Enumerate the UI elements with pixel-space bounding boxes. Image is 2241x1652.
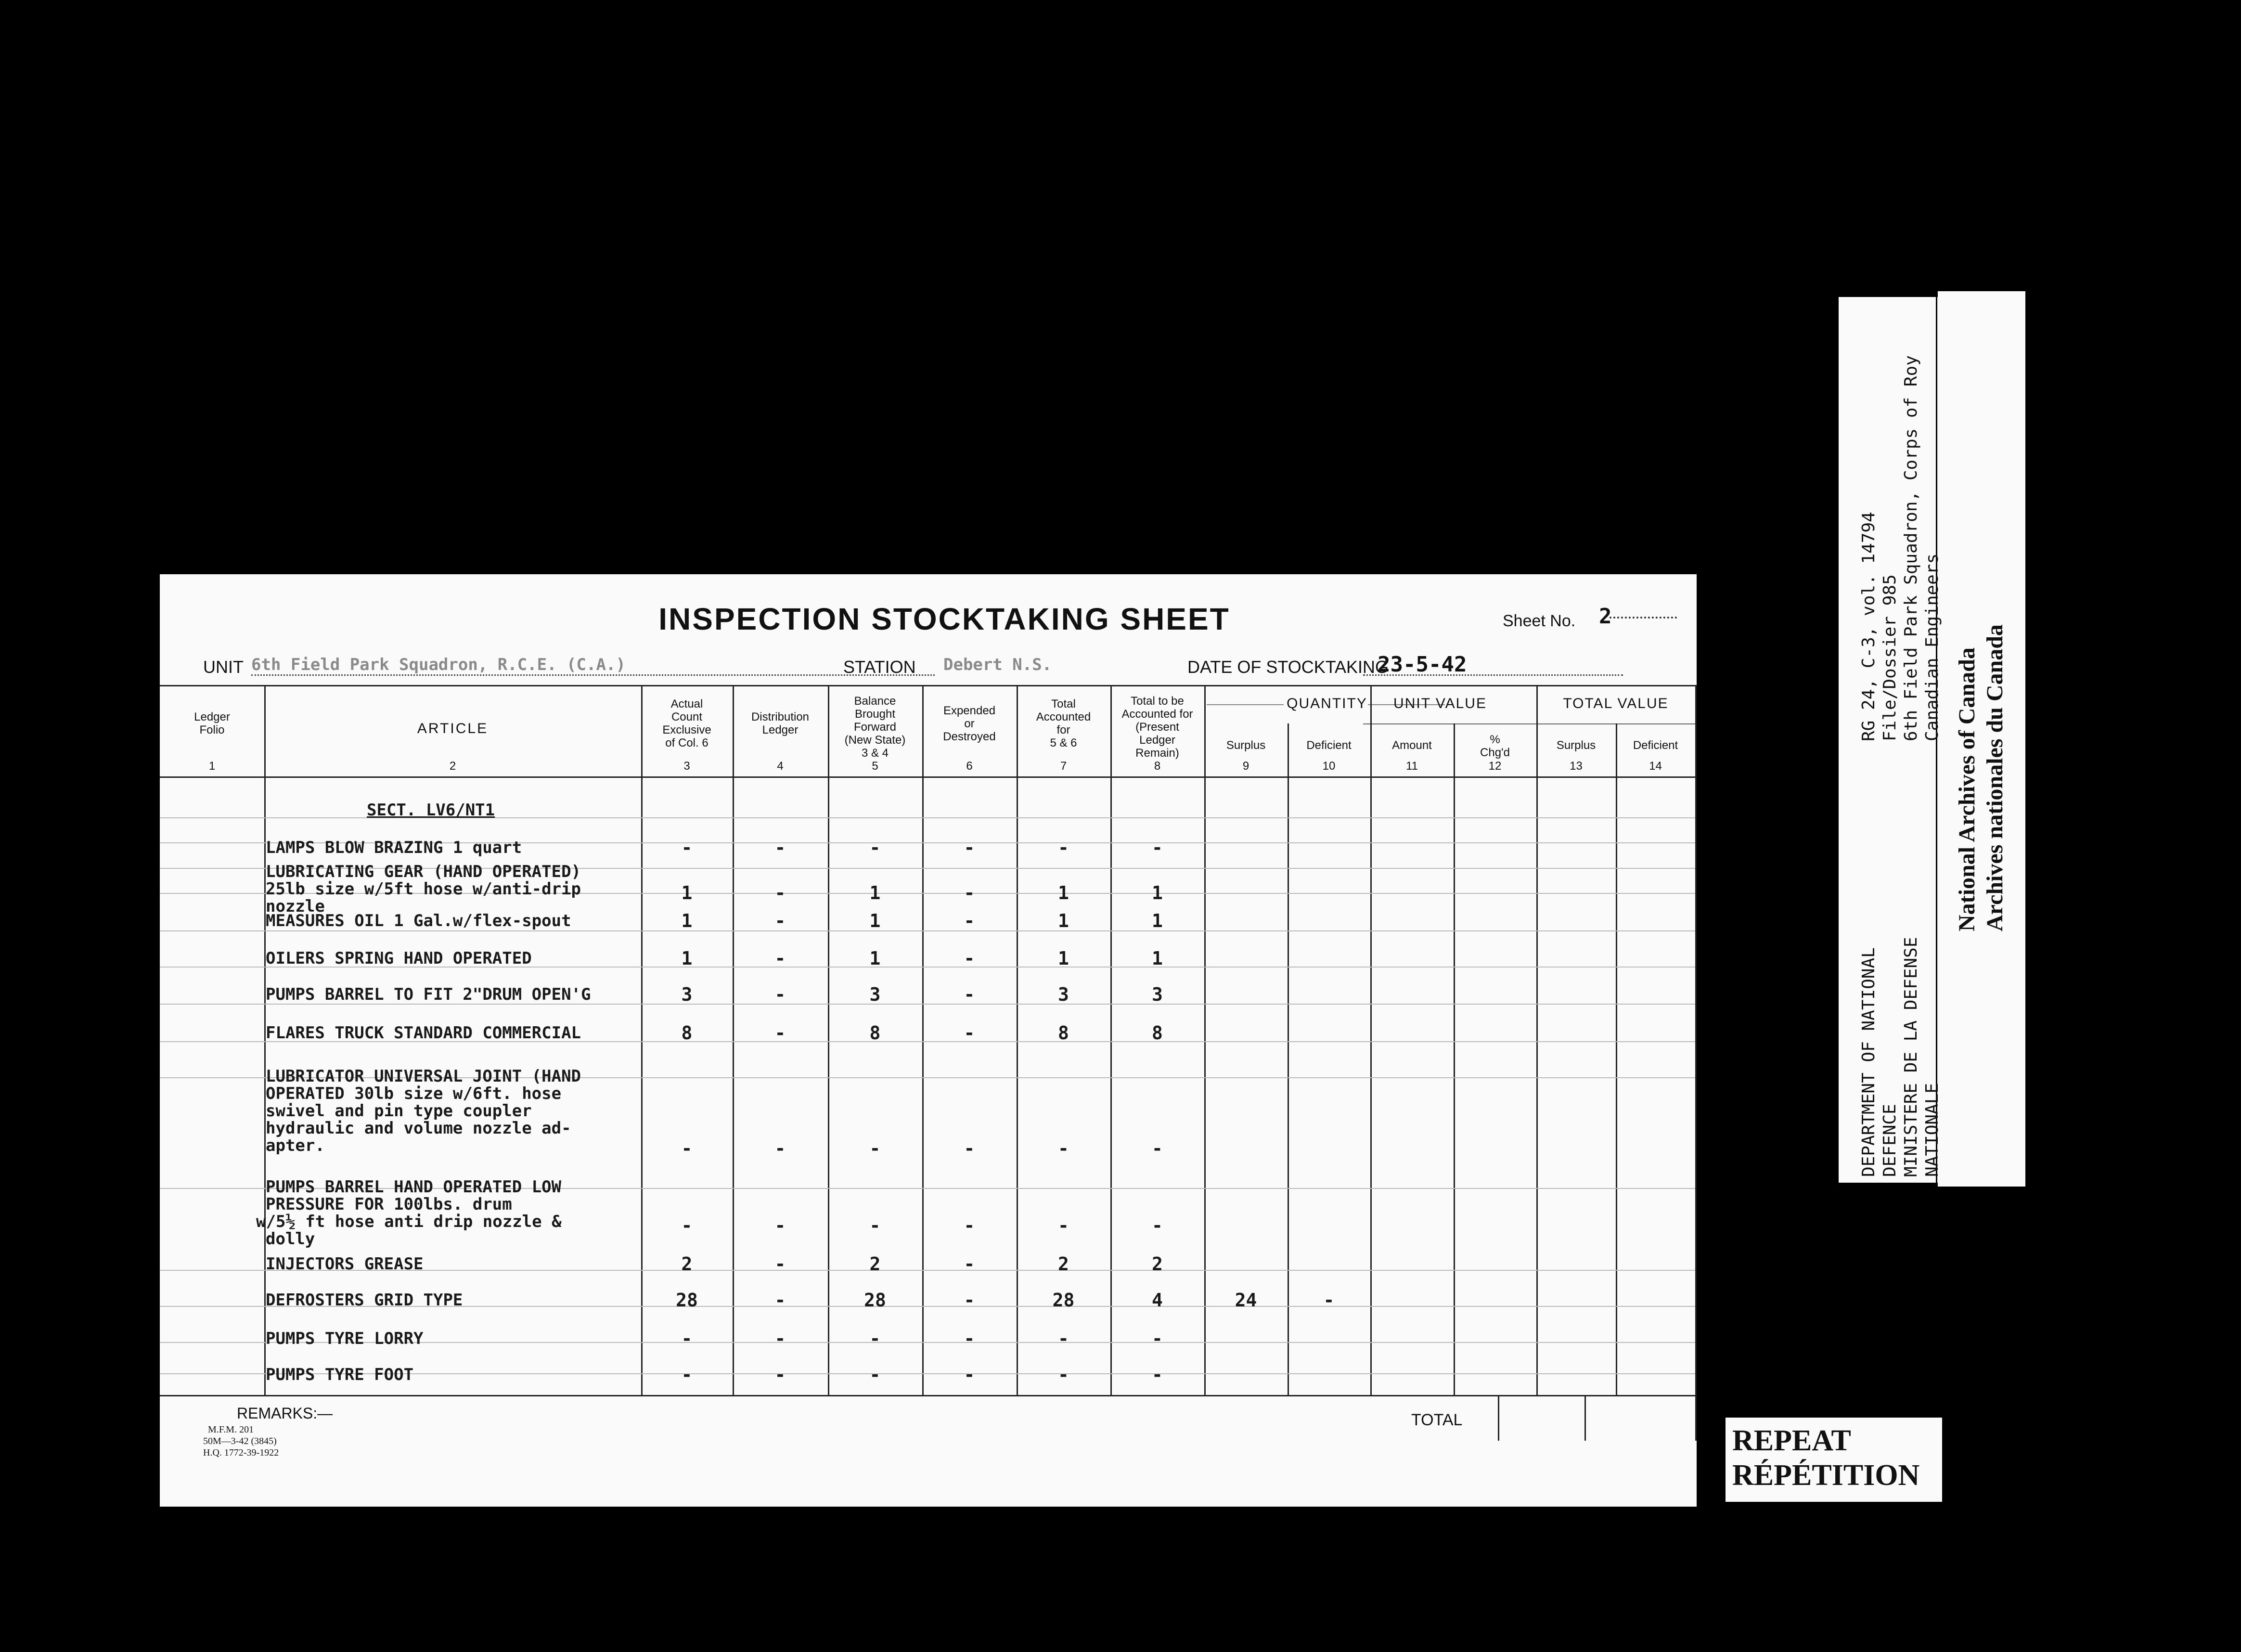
stock-value-col-10: - bbox=[1323, 1290, 1335, 1311]
column-header-4 bbox=[733, 710, 828, 736]
column-header-3 bbox=[641, 697, 733, 749]
article-text-line: LUBRICATOR UNIVERSAL JOINT (HAND bbox=[266, 1067, 581, 1086]
column-header-line: Total bbox=[1051, 697, 1076, 710]
stock-value-col-8: 3 bbox=[1152, 984, 1163, 1005]
column-header-line: for bbox=[1056, 723, 1070, 736]
stock-value-col-6: - bbox=[964, 910, 975, 931]
column-number-2: 2 bbox=[449, 760, 456, 773]
column-header-line: Total to be bbox=[1131, 695, 1184, 708]
column-rule bbox=[1288, 723, 1289, 1395]
stock-value-col-3: - bbox=[681, 837, 693, 858]
stock-value-col-6: - bbox=[964, 948, 975, 969]
stock-value-col-5: 8 bbox=[869, 1022, 881, 1044]
column-header-line: 5 & 6 bbox=[1050, 736, 1077, 749]
column-header-line: ARTICLE bbox=[417, 720, 489, 736]
section-heading: SECT. LV6/NT1 bbox=[367, 800, 495, 820]
article-text-line: PUMPS BARREL TO FIT 2"DRUM OPEN'G bbox=[266, 985, 591, 1004]
column-rule bbox=[922, 685, 924, 1395]
column-header-6 bbox=[922, 704, 1017, 743]
column-header-line: % bbox=[1490, 733, 1500, 746]
sheet-number-line bbox=[1610, 617, 1677, 619]
column-number-3: 3 bbox=[683, 760, 690, 773]
sheet-number-label: Sheet No. bbox=[1503, 612, 1576, 630]
row-rule bbox=[160, 930, 1695, 931]
article-text-line: 25lb size w/5ft hose w/anti-drip bbox=[266, 879, 581, 899]
stock-value-col-4: - bbox=[774, 948, 786, 969]
column-header-7 bbox=[1017, 697, 1110, 749]
stock-value-col-5: - bbox=[869, 837, 881, 858]
stock-value-col-3: - bbox=[681, 1138, 693, 1159]
column-header-line: of Col. 6 bbox=[665, 736, 708, 749]
stocktaking-sheet bbox=[160, 574, 1697, 1507]
form-code-3: H.Q. 1772-39-1922 bbox=[203, 1447, 279, 1458]
column-number-8: 8 bbox=[1154, 760, 1161, 773]
table-header-rule bbox=[160, 776, 1697, 778]
column-number-5: 5 bbox=[872, 760, 878, 773]
stock-value-col-6: - bbox=[964, 1253, 975, 1275]
stamp-line-english: REPEAT bbox=[1732, 1424, 1851, 1457]
article-text-line: DEFROSTERS GRID TYPE bbox=[266, 1291, 463, 1310]
group-header-total-value: TOTAL VALUE bbox=[1563, 696, 1669, 711]
date-value: 23-5-42 bbox=[1378, 652, 1467, 677]
department-line-1: DEPARTMENT OF NATIONAL bbox=[1859, 947, 1879, 1177]
stock-value-col-6: - bbox=[964, 1215, 975, 1236]
column-header-2 bbox=[264, 722, 641, 735]
stamp-line-french: RÉPÉTITION bbox=[1732, 1459, 1920, 1492]
column-header-line: Balance bbox=[854, 695, 896, 708]
column-header-line: Deficient bbox=[1306, 738, 1352, 752]
stock-value-col-5: 1 bbox=[869, 910, 881, 931]
column-header-1 bbox=[160, 710, 264, 736]
stock-value-col-3: 28 bbox=[676, 1290, 698, 1311]
stock-value-col-9: 24 bbox=[1235, 1290, 1257, 1311]
stock-value-col-5: 28 bbox=[864, 1290, 886, 1311]
stock-value-col-5: - bbox=[869, 1138, 881, 1159]
stock-value-col-6: - bbox=[964, 882, 975, 903]
column-rule bbox=[1017, 685, 1018, 1395]
stock-value-col-8: 8 bbox=[1152, 1022, 1163, 1044]
column-header-line: Remain) bbox=[1135, 747, 1179, 760]
article-text-line: INJECTORS GREASE bbox=[266, 1254, 424, 1274]
group-header-unit-value: UNIT VALUE bbox=[1393, 696, 1487, 711]
stock-value-col-7: 28 bbox=[1052, 1290, 1075, 1311]
column-header-5 bbox=[828, 695, 922, 760]
stock-value-col-4: - bbox=[774, 1022, 786, 1044]
article-text-line: w/5½ ft hose anti drip nozzle & bbox=[256, 1212, 562, 1231]
column-header-line: Count bbox=[671, 710, 703, 723]
article-text-line: apter. bbox=[266, 1136, 325, 1155]
column-header-line: Surplus bbox=[1556, 738, 1596, 752]
column-header-line: 3 & 4 bbox=[861, 747, 889, 760]
date-label: DATE OF STOCKTAKING bbox=[1187, 657, 1389, 677]
stock-value-col-3: 8 bbox=[681, 1022, 693, 1044]
stock-value-col-7: - bbox=[1058, 1215, 1069, 1236]
sheet-title: INSPECTION STOCKTAKING SHEET bbox=[658, 602, 1230, 636]
article-text-line: PUMPS TYRE FOOT bbox=[266, 1365, 414, 1384]
column-rule bbox=[1616, 723, 1617, 1395]
column-number-7: 7 bbox=[1060, 760, 1067, 773]
stock-value-col-7: - bbox=[1058, 837, 1069, 858]
column-header-line: Ledger bbox=[762, 723, 799, 736]
stock-value-col-6: - bbox=[964, 1328, 975, 1349]
stock-value-col-6: - bbox=[964, 1364, 975, 1385]
stock-value-col-8: - bbox=[1152, 837, 1163, 858]
stock-value-col-8: - bbox=[1152, 1138, 1163, 1159]
column-rule bbox=[1204, 685, 1206, 1395]
archive-label-strip bbox=[1938, 291, 2025, 1187]
column-header-line: Chg'd bbox=[1480, 746, 1510, 759]
department-line-2: DEFENCE bbox=[1880, 1104, 1900, 1177]
article-text-line: LAMPS BLOW BRAZING 1 quart bbox=[266, 838, 522, 857]
article-text-line: PUMPS BARREL HAND OPERATED LOW bbox=[266, 1177, 562, 1197]
column-header-14 bbox=[1616, 739, 1695, 752]
column-header-line: Distribution bbox=[751, 710, 810, 723]
stock-value-col-8: 2 bbox=[1152, 1253, 1163, 1275]
stock-value-col-5: - bbox=[869, 1364, 881, 1385]
stock-value-col-6: - bbox=[964, 1022, 975, 1044]
repeat-stamp bbox=[1726, 1418, 1942, 1502]
stock-value-col-6: - bbox=[964, 984, 975, 1005]
column-header-line: Accounted for bbox=[1121, 708, 1193, 721]
column-number-10: 10 bbox=[1322, 760, 1336, 773]
column-header-8 bbox=[1110, 695, 1204, 760]
stock-value-col-7: 1 bbox=[1058, 910, 1069, 931]
column-header-line: Ledger bbox=[1139, 734, 1175, 747]
department-line-4: NATIONALE bbox=[1922, 1083, 1942, 1177]
stock-value-col-4: - bbox=[774, 984, 786, 1005]
remarks-label: REMARKS:— bbox=[237, 1405, 333, 1422]
stock-value-col-5: - bbox=[869, 1328, 881, 1349]
archive-reference-line-1: RG 24, C-3, vol. 14794 bbox=[1859, 512, 1879, 741]
column-header-line: Folio bbox=[199, 723, 225, 736]
column-header-line: (Present bbox=[1135, 721, 1179, 734]
stock-value-col-4: - bbox=[774, 1138, 786, 1159]
stock-value-col-6: - bbox=[964, 1138, 975, 1159]
article-text-line: nozzle bbox=[266, 897, 325, 916]
stock-value-col-8: 1 bbox=[1152, 910, 1163, 931]
column-header-line: Expended bbox=[943, 704, 996, 717]
stock-value-col-8: - bbox=[1152, 1364, 1163, 1385]
stock-value-col-4: - bbox=[774, 910, 786, 931]
stock-value-col-8: - bbox=[1152, 1328, 1163, 1349]
column-number-6: 6 bbox=[966, 760, 973, 773]
stock-value-col-7: 3 bbox=[1058, 984, 1069, 1005]
column-header-10 bbox=[1288, 739, 1370, 752]
article-text-line: MEASURES OIL 1 Gal.w/flex-spout bbox=[266, 911, 571, 930]
column-header-line: or bbox=[964, 717, 975, 730]
column-header-line: Forward bbox=[853, 721, 897, 734]
stock-value-col-8: 1 bbox=[1152, 948, 1163, 969]
column-number-1: 1 bbox=[208, 760, 216, 773]
stock-value-col-7: - bbox=[1058, 1138, 1069, 1159]
form-code-2: 50M—3-42 (3845) bbox=[203, 1436, 277, 1446]
unit-line bbox=[251, 674, 935, 676]
stock-value-col-4: - bbox=[774, 1290, 786, 1311]
column-number-11: 11 bbox=[1406, 760, 1418, 773]
column-header-line: Surplus bbox=[1226, 738, 1266, 752]
column-header-line: Amount bbox=[1392, 738, 1432, 752]
stock-value-col-7: 1 bbox=[1058, 948, 1069, 969]
table-top-rule bbox=[160, 685, 1697, 686]
column-rule bbox=[641, 685, 643, 1395]
column-header-line: Ledger bbox=[194, 710, 230, 723]
stock-value-col-5: 1 bbox=[869, 948, 881, 969]
station-value: Debert N.S. bbox=[943, 655, 1052, 674]
column-rule bbox=[1110, 685, 1112, 1395]
stock-value-col-4: - bbox=[774, 1253, 786, 1275]
article-text-line: FLARES TRUCK STANDARD COMMERCIAL bbox=[266, 1023, 581, 1043]
stock-value-col-6: - bbox=[964, 1290, 975, 1311]
group-header-quantity: QUANTITY bbox=[1287, 696, 1367, 711]
column-header-13 bbox=[1536, 739, 1616, 752]
table-bottom-rule bbox=[160, 1395, 1697, 1396]
station-label: STATION bbox=[843, 657, 916, 677]
column-number-14: 14 bbox=[1649, 760, 1662, 773]
stock-value-col-3: 1 bbox=[681, 910, 693, 931]
stock-value-col-7: 8 bbox=[1058, 1022, 1069, 1044]
stock-value-col-4: - bbox=[774, 1215, 786, 1236]
stock-value-col-5: 2 bbox=[869, 1253, 881, 1275]
archives-name-french: Archives nationales du Canada bbox=[1982, 624, 2008, 931]
stock-value-col-3: 1 bbox=[681, 948, 693, 969]
stock-value-col-5: 3 bbox=[869, 984, 881, 1005]
unit-label: UNIT bbox=[203, 657, 244, 677]
stock-value-col-4: - bbox=[774, 837, 786, 858]
column-header-line: Brought bbox=[854, 708, 896, 721]
column-rule bbox=[1695, 685, 1697, 1395]
column-header-line: Accounted bbox=[1036, 710, 1091, 723]
stock-value-col-4: - bbox=[774, 1364, 786, 1385]
stock-value-col-3: 2 bbox=[681, 1253, 693, 1275]
department-line-3: MINISTERE DE LA DEFENSE bbox=[1901, 937, 1921, 1177]
column-header-line: Deficient bbox=[1633, 738, 1678, 752]
stock-value-col-8: - bbox=[1152, 1215, 1163, 1236]
column-rule bbox=[828, 685, 829, 1395]
column-rule bbox=[1454, 723, 1455, 1395]
column-number-13: 13 bbox=[1570, 760, 1583, 773]
column-header-12 bbox=[1454, 733, 1536, 759]
stock-value-col-7: 2 bbox=[1058, 1253, 1069, 1275]
article-text-line: PRESSURE FOR 100lbs. drum bbox=[266, 1195, 512, 1214]
stock-value-col-7: - bbox=[1058, 1328, 1069, 1349]
column-rule bbox=[1536, 685, 1538, 1395]
stock-value-col-5: 1 bbox=[869, 882, 881, 903]
archives-name-english: National Archives of Canada bbox=[1954, 647, 1980, 931]
column-number-12: 12 bbox=[1488, 760, 1502, 773]
archive-reference-line-3: 6th Field Park Squadron, Corps of Roy bbox=[1901, 355, 1921, 741]
stock-value-col-5: - bbox=[869, 1215, 881, 1236]
archive-reference-line-2: File/Dossier 985 bbox=[1880, 574, 1900, 741]
column-number-9: 9 bbox=[1242, 760, 1249, 773]
unit-value: 6th Field Park Squadron, R.C.E. (C.A.) bbox=[251, 655, 626, 674]
stock-value-col-3: - bbox=[681, 1328, 693, 1349]
article-text-line: LUBRICATING GEAR (HAND OPERATED) bbox=[266, 862, 581, 881]
column-header-line: Exclusive bbox=[662, 723, 711, 736]
stock-value-col-3: - bbox=[681, 1215, 693, 1236]
column-header-11 bbox=[1370, 739, 1454, 752]
stock-value-col-8: 1 bbox=[1152, 882, 1163, 903]
article-text-line: dolly bbox=[266, 1229, 315, 1249]
article-text-line: hydraulic and volume nozzle ad- bbox=[266, 1119, 571, 1138]
stock-value-col-3: 1 bbox=[681, 882, 693, 903]
column-header-line: Actual bbox=[670, 697, 703, 710]
form-code-1: M.F.M. 201 bbox=[208, 1424, 254, 1435]
stock-value-col-7: 1 bbox=[1058, 882, 1069, 903]
column-rule bbox=[1370, 685, 1372, 1395]
column-header-line: (New State) bbox=[844, 734, 906, 747]
article-text-line: PUMPS TYRE LORRY bbox=[266, 1329, 424, 1348]
stock-value-col-4: - bbox=[774, 882, 786, 903]
value-group-rule bbox=[1363, 723, 1695, 724]
column-header-9 bbox=[1204, 739, 1288, 752]
stock-value-col-8: 4 bbox=[1152, 1290, 1163, 1311]
total-rule-2 bbox=[1584, 1395, 1586, 1441]
stock-value-col-4: - bbox=[774, 1328, 786, 1349]
stock-value-col-3: - bbox=[681, 1364, 693, 1385]
stock-value-col-7: - bbox=[1058, 1364, 1069, 1385]
stock-value-col-6: - bbox=[964, 837, 975, 858]
total-label: TOTAL bbox=[1411, 1411, 1463, 1429]
column-header-line: Destroyed bbox=[943, 730, 996, 743]
article-text-line: OPERATED 30lb size w/6ft. hose bbox=[266, 1084, 562, 1103]
total-rule-1 bbox=[1498, 1395, 1499, 1441]
sheet-number-value: 2 bbox=[1599, 604, 1612, 629]
article-text-line: OILERS SPRING HAND OPERATED bbox=[266, 949, 532, 968]
total-rule-3 bbox=[1695, 1395, 1697, 1441]
archive-reference-line-4: Canadian Engineers bbox=[1922, 553, 1942, 741]
stock-value-col-3: 3 bbox=[681, 984, 693, 1005]
column-number-4: 4 bbox=[777, 760, 784, 773]
article-text-line: swivel and pin type coupler bbox=[266, 1101, 532, 1121]
column-rule bbox=[733, 685, 734, 1395]
